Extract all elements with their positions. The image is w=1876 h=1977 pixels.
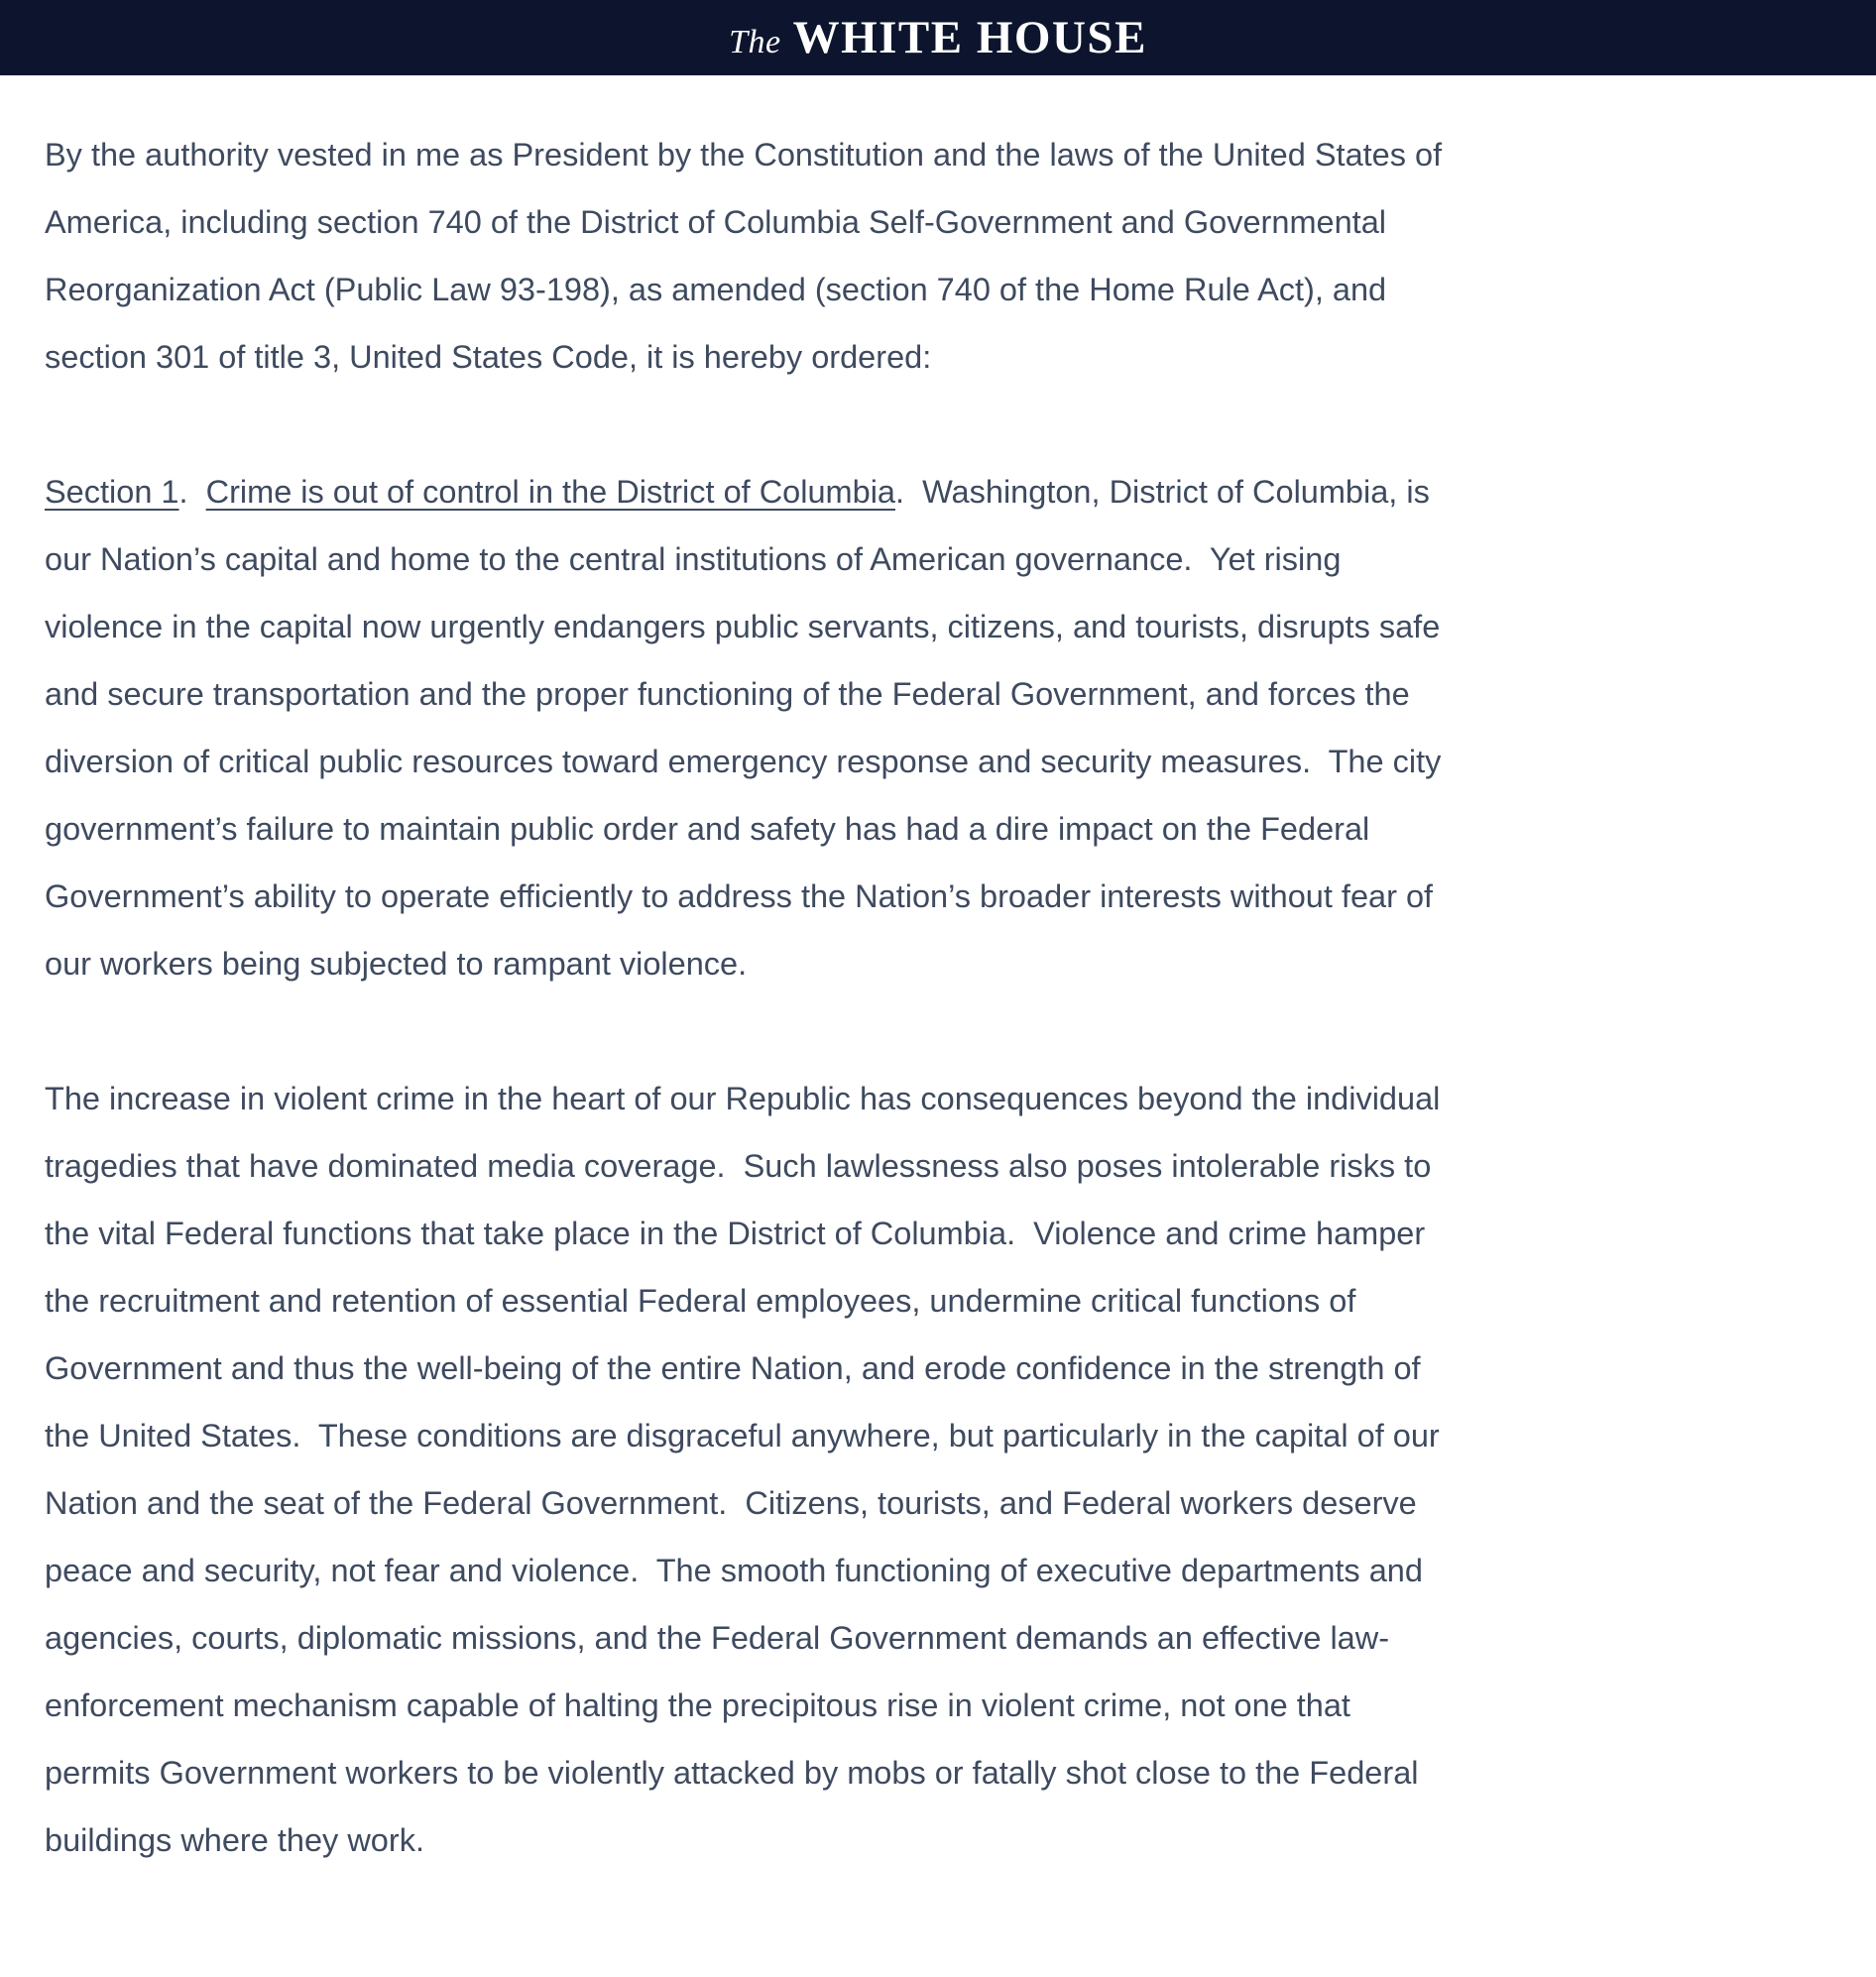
paragraph-text: . Washington, District of Columbia, is our Nation’s capital and home to the central institutions of American governance. Yet rising violence in the capital now urgently endangers public servants, citizens, and tourists, disrupts safe and secure transportation and the proper functioning of the Federal Government, and forces the diversion of critical public resources toward emergency response and security measures. The city government’s failure to maintain public order and safety has had a dire impact on the Federal Government’s ability to operate efficiently to address the Nation’s broader interests without fear of our workers being subjected to rampant violence. bbox=[45, 474, 1451, 982]
underlined-heading-text: Crime is out of control in the District of Columbia bbox=[205, 474, 895, 510]
paragraph bbox=[45, 458, 1463, 997]
underlined-heading-text: Section 1 bbox=[45, 474, 179, 510]
paragraph-text: . bbox=[178, 474, 206, 510]
paragraph bbox=[45, 1065, 1463, 1874]
paragraph bbox=[45, 121, 1463, 391]
site-header bbox=[0, 0, 1876, 75]
logo-the: The bbox=[729, 23, 781, 60]
whitehouse-logo-link[interactable] bbox=[729, 11, 1147, 63]
document-body bbox=[0, 75, 1507, 1914]
paragraph-text: By the authority vested in me as President by the Constitution and the laws of the United States of America, including section 740 of the District of Columbia Self-Government and Governmental Reorganization Act (Public Law 93-198), as amended (section 740 of the Home Rule Act), and section 301 of title 3, United States Code, it is hereby ordered: bbox=[45, 137, 1450, 375]
paragraph-text: The increase in violent crime in the heart of our Republic has consequences beyond the individual tragedies that have dominated media coverage. Such lawlessness also poses intolerable risks to the vital Federal functions that take place in the District of Columbia. Violence and crime hamper the recruitment and retention of essential Federal employees, undermine critical functions of Government and thus the well-being of the entire Nation, and erode confidence in the strength of the United States. These conditions are disgraceful anywhere, but particularly in the capital of our Nation and the seat of the Federal Government. Citizens, tourists, and Federal workers deserve peace and security, not fear and violence. The smooth functioning of executive departments and agencies, courts, diplomatic missions, and the Federal Government demands an effective law-enforcement mechanism capable of halting the precipitous rise in violent crime, not one that permits Government workers to be violently attacked by mobs or fatally shot close to the Federal buildings where they work. bbox=[45, 1081, 1450, 1858]
logo-title: WHITE HOUSE bbox=[792, 11, 1147, 63]
